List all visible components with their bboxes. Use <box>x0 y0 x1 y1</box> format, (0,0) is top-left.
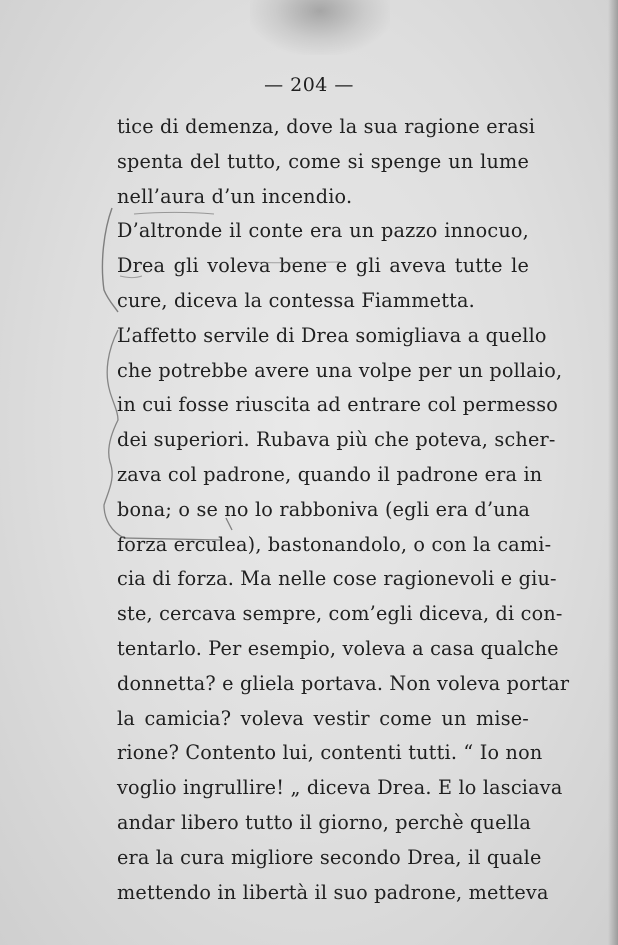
text-line: cia di forza. Ma nelle cose ragionevoli e giu- <box>117 567 557 591</box>
text-line: in cui fosse riuscita ad entrare col permesso <box>117 393 558 417</box>
text-line: tice di demenza, dove la sua ragione erasi <box>117 115 536 138</box>
text-line: rione? Contento lui, contenti tutti. “ Io non <box>117 741 543 765</box>
text-line: zava col padrone, quando il padrone era in <box>117 462 543 486</box>
page-number: — 204 — <box>264 74 354 96</box>
text-line: L’affetto servile di Drea somigliava a quello <box>117 323 547 347</box>
text-line: voglio ingrullire! „ diceva Drea. E lo lasciava <box>117 776 563 800</box>
body-text <box>117 110 570 910</box>
text-line: cure, diceva la contessa Fiammetta. <box>117 288 475 312</box>
text-line: dei superiori. Rubava più che poteva, scher- <box>117 428 556 452</box>
text-line: forza erculea), bastonandolo, o con la cami- <box>117 532 552 556</box>
text-line: donnetta? e gliela portava. Non voleva portar <box>117 671 570 695</box>
text-line: ste, cercava sempre, com’egli diceva, di con- <box>117 602 563 626</box>
text-line: mettendo in libertà il suo padrone, metteva <box>117 880 549 904</box>
text-line: andar libero tutto il giorno, perchè quella <box>117 810 531 834</box>
text-line: era la cura migliore secondo Drea, il quale <box>117 845 542 869</box>
text-line: che potrebbe avere una volpe per un pollaio, <box>117 358 563 382</box>
text-line: spenta del tutto, come si spenge un lume <box>117 149 529 173</box>
page-stain <box>250 0 390 55</box>
page-edge-shadow <box>608 0 618 945</box>
text-line: tentarlo. Per esempio, voleva a casa qualche <box>117 636 559 660</box>
text-line: nell’aura d’un incendio. <box>117 184 353 208</box>
text-line: bona; o se no lo rabboniva (egli era d’una <box>117 497 531 521</box>
text-line: la camicia? voleva vestir come un mise- <box>117 706 529 730</box>
text-line: D’altronde il conte era un pazzo innocuo, <box>117 219 529 243</box>
text-line: Drea gli voleva bene e gli aveva tutte le <box>117 254 529 278</box>
